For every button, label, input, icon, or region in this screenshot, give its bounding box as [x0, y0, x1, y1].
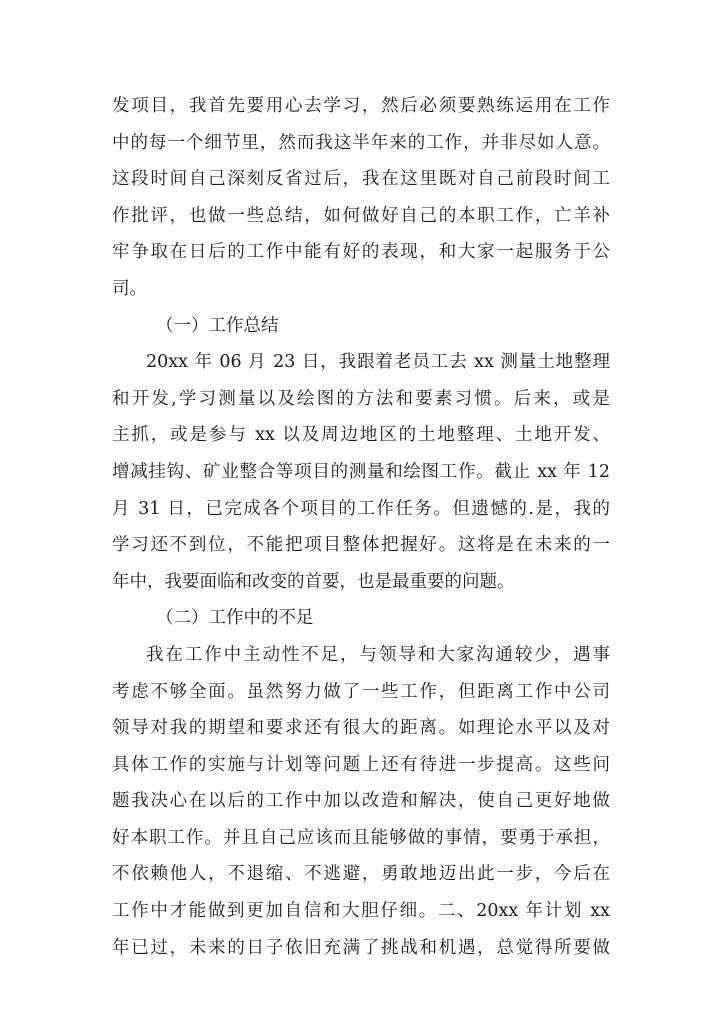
paragraph-1-line: 牢争取在日后的工作中能有好的表现，和大家一起服务于公 [112, 242, 610, 263]
paragraph-1-line: 司。 [112, 278, 147, 299]
paragraph-3-line: 不依赖他人，不退缩、不逃避，勇敢地迈出此一步，今后在 [112, 864, 610, 885]
paragraph-3-line: 年已过，未来的日子依旧充满了挑战和机遇，总觉得所要做 [112, 937, 610, 958]
paragraph-1-line: 这段时间自己深刻反省过后，我在这里既对自己前段时间工 [112, 169, 610, 190]
paragraph-2-line: 月 31 日，已完成各个项目的工作任务。但遗憾的.是，我的 [112, 498, 610, 519]
paragraph-3-line: 考虑不够全面。虽然努力做了一些工作，但距离工作中公司 [112, 681, 610, 702]
paragraph-2-line: 增减挂钩、矿业整合等项目的测量和绘图工作。截止 xx 年 12 [112, 461, 610, 482]
paragraph-1-line: 中的每一个细节里，然而我这半年来的工作，并非尽如人意。 [112, 132, 610, 153]
paragraph-3-line: 我在工作中主动性不足，与领导和大家沟通较少，遇事 [146, 644, 610, 665]
paragraph-3-line: 领导对我的期望和要求还有很大的距离。如理论水平以及对 [112, 718, 610, 739]
paragraph-2-line: 和开发,学习测量以及绘图的方法和要素习惯。后来，或是 [112, 388, 610, 409]
document-body [112, 88, 610, 966]
paragraph-2-line: 20xx 年 06 月 23 日，我跟着老员工去 xx 测量土地整理 [146, 352, 610, 373]
paragraph-3-line: 题我决心在以后的工作中加以改造和解决，使自己更好地做 [112, 791, 610, 812]
paragraph-3-line: 具体工作的实施与计划等问题上还有待进一步提高。这些问 [112, 754, 610, 775]
paragraph-3-line: 好本职工作。并且自己应该而且能够做的事情，要勇于承担， [112, 827, 610, 848]
section-heading-work-summary: （一）工作总结 [156, 315, 279, 336]
paragraph-1-line: 作批评，也做一些总结，如何做好自己的本职工作，亡羊补 [112, 205, 610, 226]
paragraph-2-line: 年中，我要面临和改变的首要，也是最重要的问题。 [112, 571, 515, 592]
paragraph-2-line: 主抓，或是参与 xx 以及周边地区的土地整理、土地开发、 [112, 425, 610, 446]
section-heading-shortcomings: （二）工作中的不足 [156, 608, 314, 629]
paragraph-3-line: 工作中才能做到更加自信和大胆仔细。二、20xx 年计划 xx [112, 901, 610, 922]
paragraph-2-line: 学习还不到位，不能把项目整体把握好。这将是在未来的一 [112, 535, 610, 556]
paragraph-1-line: 发项目，我首先要用心去学习，然后必须要熟练运用在工作 [112, 96, 610, 116]
